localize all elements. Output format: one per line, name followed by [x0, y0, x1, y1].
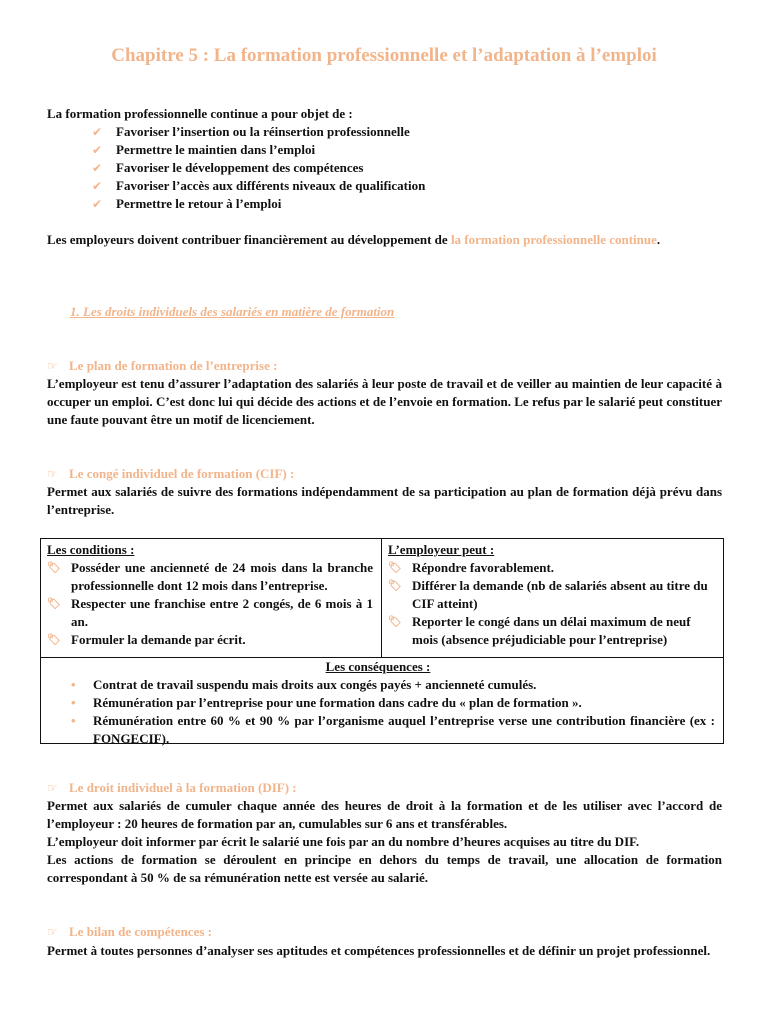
objectives-list	[92, 123, 425, 213]
consequences-heading: Les conséquences :	[325, 659, 431, 674]
pointing-hand-icon: ☞	[47, 925, 58, 939]
consequence-item: • Rémunération par l’entreprise pour une formation dans cadre du « plan de formation ».	[41, 694, 715, 712]
checkmark-icon: ✔	[92, 125, 103, 139]
checkmark-icon: ✔	[92, 143, 103, 157]
employer-options-list	[388, 559, 715, 649]
section-heading: 1. Les droits individuels des salariés en matière de formation	[70, 304, 395, 319]
pointing-hand-icon: ☞	[47, 781, 58, 795]
tag-icon: 🏷	[388, 561, 402, 574]
tag-icon: 🏷	[47, 633, 61, 646]
employers-paragraph: Les employeurs doivent contribuer financièrement au développement de la formation professionnelle continue.	[47, 232, 661, 247]
dif-heading: ☞ Le droit individuel à la formation (DIF) :	[47, 780, 297, 795]
highlighted-term: la formation professionnelle continue	[450, 232, 657, 247]
consequences-cell	[41, 657, 723, 746]
cif-table	[40, 538, 724, 744]
plan-body: L’employeur est tenu d’assurer l’adaptation des salariés à leur poste de travail et de veiller au maintien de leur capacité à occuper un emploi. C’est donc lui qui décide des actions et de l’envoie en formation. Le refus par le salarié peut constituer une faute pouvant être un motif de licenciement.	[47, 376, 722, 427]
consequence-item: • Contrat de travail suspendu mais droits aux congés payés + ancienneté cumulés.	[41, 676, 715, 694]
condition-item: 🏷 Formuler la demande par écrit.	[47, 632, 246, 647]
cif-heading: ☞ Le congé individuel de formation (CIF) :	[47, 466, 295, 481]
employer-options-cell	[382, 539, 723, 657]
consequence-item: • Rémunération entre 60 % et 90 % par l’organisme auquel l’entreprise verse une contribution financière (ex : FONGECIF).	[41, 712, 715, 748]
employer-option-item: 🏷 Reporter le congé dans un délai maximum de neuf mois (absence préjudiciable pour l’entreprise)	[388, 614, 691, 647]
checkmark-icon: ✔	[92, 179, 103, 193]
bilan-body: Permet à toutes personnes d’analyser ses aptitudes et compétences professionnelles et de définir un projet professionnel.	[47, 943, 711, 958]
tag-icon: 🏷	[388, 579, 402, 592]
conditions-list	[47, 559, 373, 649]
tag-icon: 🏷	[388, 615, 402, 628]
dif-body: Permet aux salariés de cumuler chaque année des heures de droit à la formation et de les utiliser avec l’accord de l’employeur : 20 heures de formation par an, cumulables sur 6 ans et transférables. L’employeur doit informer par écrit le salarié une fois par an du nombre d’heures acquises au titre du DIF. Les actions de formation se déroulent en principe en dehors du temps de travail, une allocation de formation correspondant à 50 % de sa rémunération nette est versée au salarié.	[47, 798, 722, 885]
plan-heading: ☞ Le plan de formation de l’entreprise :	[47, 358, 278, 373]
objective-item: ✔ Favoriser le développement des compétences	[92, 160, 364, 175]
bullet-dot: •	[71, 695, 76, 710]
objective-item: ✔ Favoriser l’insertion ou la réinsertion professionnelle	[92, 124, 410, 139]
tag-icon: 🏷	[47, 561, 61, 574]
consequences-list	[41, 676, 715, 748]
intro-text: La formation professionnelle continue a pour objet de :	[47, 106, 353, 121]
cif-body: Permet aux salariés de suivre des formations indépendamment de sa participation au plan de formation déjà prévu dans l’entreprise.	[47, 484, 722, 517]
objective-item: ✔ Permettre le retour à l’emploi	[92, 196, 282, 211]
condition-item: 🏷 Posséder une ancienneté de 24 mois dans la branche professionnelle dont 12 mois dans l’entreprise.	[47, 560, 373, 593]
employer-option-item: 🏷 Répondre favorablement.	[388, 560, 555, 575]
employer-option-item: 🏷 Différer la demande (nb de salariés absent au titre du CIF atteint)	[388, 578, 708, 611]
chapter-title: Chapitre 5 : La formation professionnelle et l’adaptation à l’emploi	[111, 45, 657, 66]
objective-item: ✔ Favoriser l’accès aux différents niveaux de qualification	[92, 178, 426, 193]
objective-item: ✔ Permettre le maintien dans l’emploi	[92, 142, 316, 157]
bilan-heading: ☞ Le bilan de compétences :	[47, 924, 212, 939]
bullet-dot: •	[71, 713, 76, 728]
pointing-hand-icon: ☞	[47, 359, 58, 373]
employer-heading: L’employeur peut :	[388, 542, 495, 557]
conditions-cell	[41, 539, 382, 657]
checkmark-icon: ✔	[92, 197, 103, 211]
pointing-hand-icon: ☞	[47, 467, 58, 481]
bullet-dot: •	[71, 677, 76, 692]
conditions-heading: Les conditions :	[47, 542, 135, 557]
condition-item: 🏷 Respecter une franchise entre 2 congés, de 6 mois à 1 an.	[47, 596, 373, 629]
tag-icon: 🏷	[47, 597, 61, 610]
checkmark-icon: ✔	[92, 161, 103, 175]
